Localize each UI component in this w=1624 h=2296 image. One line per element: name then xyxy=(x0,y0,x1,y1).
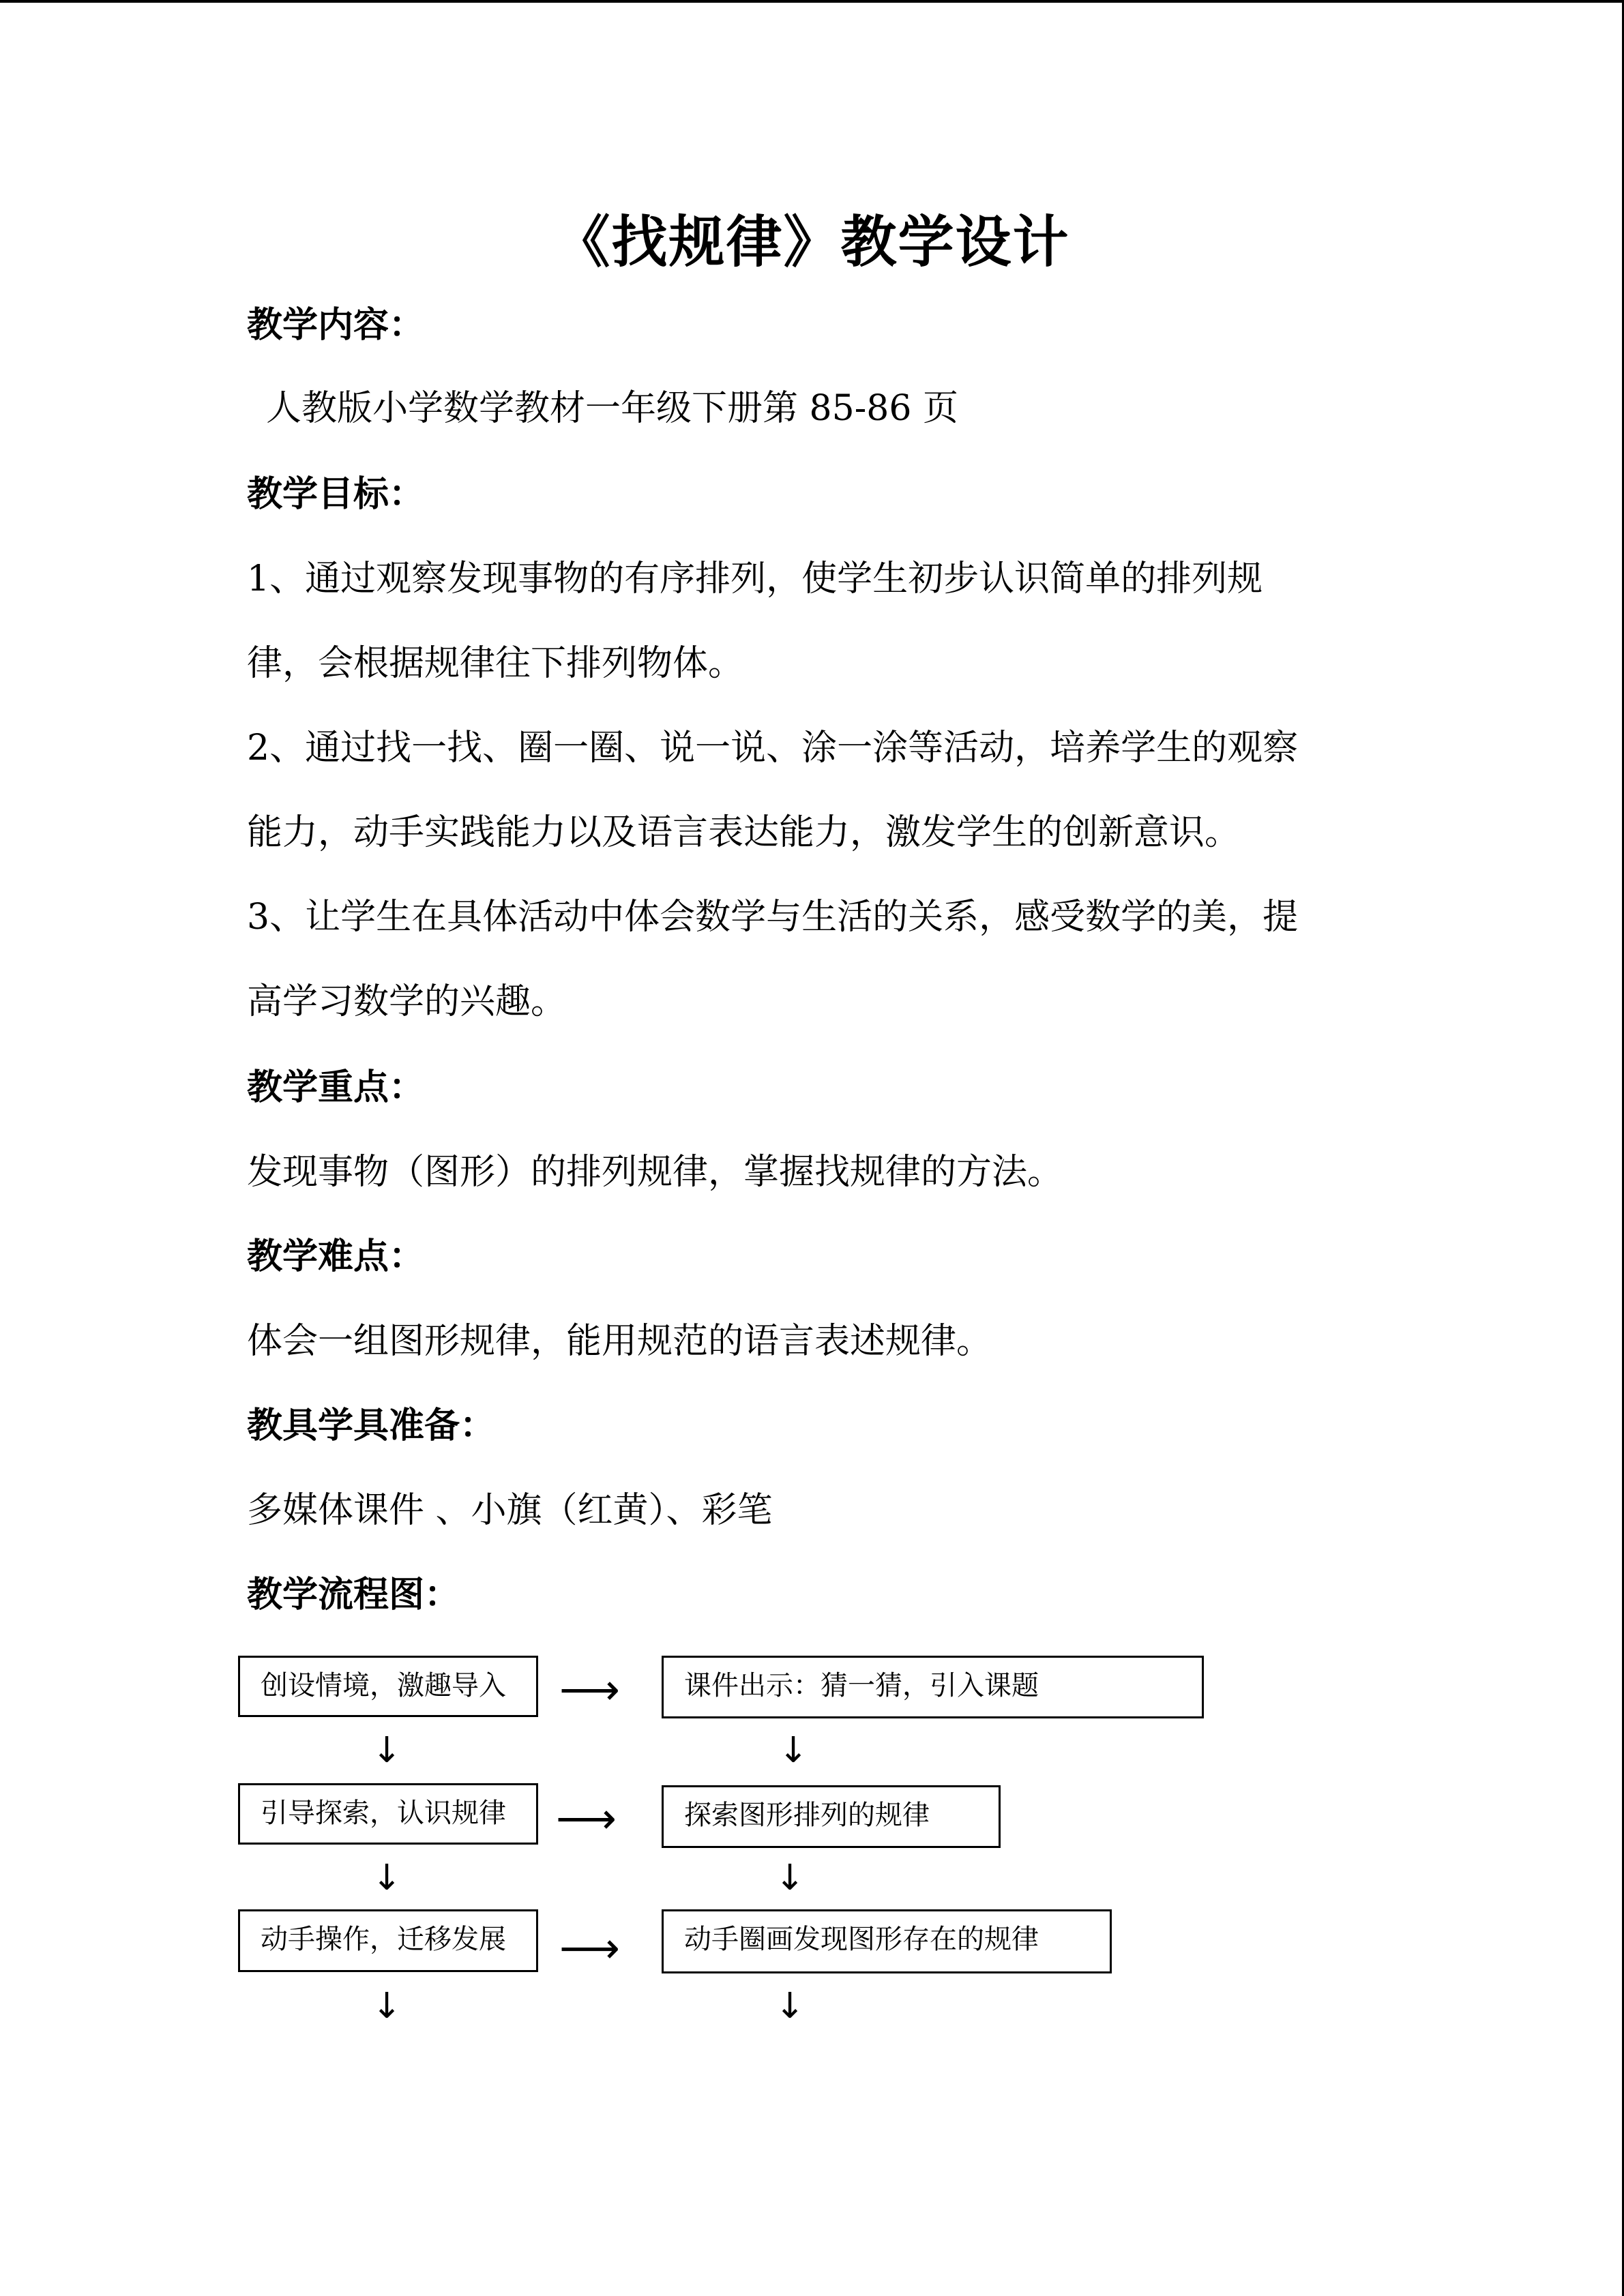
heading-objectives: 教学目标： xyxy=(247,474,425,515)
difficulty-text: 体会一组图形规律，能用规范的语言表述规律。 xyxy=(247,1321,992,1362)
materials-text: 多媒体课件 、小旗（红黄）、彩笔 xyxy=(247,1490,773,1531)
objective-line: 2、通过找一找、圈一圈、说一说、涂一涂等活动，培养学生的观察 xyxy=(247,728,1299,769)
arrow-right-icon: ⟶ xyxy=(559,1665,620,1714)
arrow-down-icon: ↓ xyxy=(778,1730,808,1771)
flow-step-box: 创设情境，激趣导入 xyxy=(238,1656,538,1717)
arrow-down-icon: ↓ xyxy=(775,1986,805,2027)
flow-step-box: 引导探索，认识规律 xyxy=(238,1783,538,1845)
heading-flowchart: 教学流程图： xyxy=(247,1575,460,1615)
arrow-right-icon: ⟶ xyxy=(556,1793,617,1843)
document-title: 《找规律》教学设计 xyxy=(554,209,1070,275)
content-text: 人教版小学数学教材一年级下册第 85-86 页 xyxy=(266,388,958,429)
objective-line: 能力，动手实践能力以及语言表达能力，激发学生的创新意识。 xyxy=(247,812,1241,853)
flow-step-box: 动手操作，迁移发展 xyxy=(238,1909,538,1972)
arrow-down-icon: ↓ xyxy=(775,1858,805,1898)
objective-line: 3、让学生在具体活动中体会数学与生活的关系，感受数学的美，提 xyxy=(247,897,1299,938)
objective-line: 律，会根据规律往下排列物体。 xyxy=(247,643,744,684)
heading-difficulty: 教学难点： xyxy=(247,1236,425,1277)
arrow-right-icon: ⟶ xyxy=(559,1923,620,1973)
heading-materials: 教具学具准备： xyxy=(247,1405,496,1446)
page-top-border xyxy=(0,0,1624,3)
objective-line: 1、通过观察发现事物的有序排列，使学生初步认识简单的排列规 xyxy=(247,558,1263,599)
key-point-text: 发现事物（图形）的排列规律，掌握找规律的方法。 xyxy=(247,1152,1063,1193)
arrow-down-icon: ↓ xyxy=(372,1858,402,1898)
heading-key-point: 教学重点： xyxy=(247,1067,425,1108)
arrow-down-icon: ↓ xyxy=(372,1730,402,1771)
heading-content: 教学内容： xyxy=(247,305,425,346)
flow-detail-box: 探索图形排列的规律 xyxy=(662,1785,1001,1848)
flow-detail-box: 动手圈画发现图形存在的规律 xyxy=(662,1909,1112,1973)
arrow-down-icon: ↓ xyxy=(372,1986,402,2027)
objective-line: 高学习数学的兴趣。 xyxy=(247,981,567,1022)
flow-detail-box: 课件出示：猜一猜，引入课题 xyxy=(662,1656,1204,1718)
